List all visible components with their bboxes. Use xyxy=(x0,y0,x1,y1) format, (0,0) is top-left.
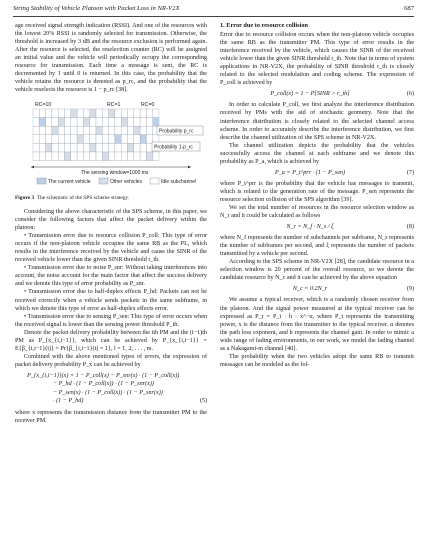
paragraph: Denote the packet delivery probability between the ith PM and the (i−1)th PM as P_{x_{i,i−1}}, which can be achieved by P_{x_{i,i−1}} = E{β_{i,i−1}(t)} = Pr{β_{i,i−1}(t) = 1}, l = 1, 2, . . . , m. xyxy=(15,329,207,352)
subchannel-cell xyxy=(115,109,121,118)
subchannel-cell xyxy=(109,144,115,153)
subchannel-cell xyxy=(58,152,64,161)
caption-text: The schematic of the SPS scheme strategy. xyxy=(36,195,130,202)
bullet-noise: • Transmission error due to noise P_snr: Without taking interferences into account, the noise account for the main factor that affect the success delivery and we denote this type of error probability as P_snr. xyxy=(15,265,207,288)
subchannel-cell xyxy=(128,144,134,153)
subchannel-cell xyxy=(90,118,96,127)
subchannel-cell xyxy=(33,144,39,153)
prob-keep-label: Probability p_rc xyxy=(159,128,194,135)
right-column xyxy=(220,22,414,369)
subchannel-cell xyxy=(58,118,64,127)
legend-swatch-idle xyxy=(150,178,159,184)
running-title: String Stability of Vehicle Platoon with Packet Loss in NR-V2X xyxy=(13,5,180,12)
bullet-collision: • Transmission error due to resource collision P_coll: This type of error occurs if the non-platoon vehicle occupies the same RB as the PL, which results in the interference received by the vehicle and cause the SINR of the received vehicle lower than the given SINR threshold r_th. xyxy=(15,233,207,264)
paragraph: In order to calculate P_coll, we first analyze the interference distribution received by PMs with the aid of stochastic geometry. Note that the interference distribution is closely related to the selected channel access scheme. In order to accurately describe the interference distribution, we first describe the channel utilization of the SPS scheme in NR-V2X. xyxy=(220,102,414,141)
subchannel-cell xyxy=(33,109,39,118)
equation-number: (8) xyxy=(406,224,414,231)
paragraph: Combined with the above mentioned types of errors, the expression of packet delivery probability P_x can be achieved by xyxy=(15,353,207,368)
subchannel-cell xyxy=(90,135,96,144)
subchannel-cell xyxy=(140,118,146,127)
subchannel-cell xyxy=(33,152,39,161)
subchannel-cell xyxy=(115,118,121,127)
page-number: 687 xyxy=(404,5,414,12)
subchannel-cell xyxy=(65,109,71,118)
bullet-half-duplex: • Transmission error due to half-duplex effects P_hd: Packets can not be received correctly when a vehicle sends packets in the same subframe, in which we denote this type of error as half-duplex effects error. xyxy=(15,289,207,312)
subchannel-cell xyxy=(71,127,77,136)
equation-7 xyxy=(220,169,414,177)
equation-number: (5) xyxy=(199,398,207,405)
subchannel-cell xyxy=(121,135,127,144)
subchannel-cell xyxy=(96,135,102,144)
subchannel-cell xyxy=(115,152,121,161)
subchannel-cell xyxy=(109,135,115,144)
paragraph: where x represents the transmission distance from the transmitter PM to the receiver PM. xyxy=(15,409,207,424)
subchannel-cell xyxy=(96,144,102,153)
equation-6 xyxy=(220,90,414,98)
prob-reselect-label: Probability 1-p_rc xyxy=(154,144,193,151)
subchannel-cell xyxy=(83,135,89,144)
equation-number: (7) xyxy=(406,169,414,176)
subchannel-cell xyxy=(65,118,71,127)
subchannel-cell xyxy=(146,152,152,161)
equation-body: P_a = P_t^prr · (1 − P_sen) xyxy=(274,169,346,176)
subchannel-cell xyxy=(90,144,96,153)
subchannel-cell xyxy=(134,109,140,118)
paragraph: age received signal strength indication (RSSI). And one of the resources with the lowest 20% RSSI is randomly selected for transmission. Otherwise, the threshold is increased by 3 dB and the resource exclusion is performed again. After the resource is selected, the reselection counter (RC) will be assigned an initial value and the vehicle will periodically occupy the corresponding resource for transmission. Each time a message is sent, the RC is decremented by 1 until 0 is returned. In this case, the probability that the vehicle retains the resource is denoted as p_rc, and the probability that the vehicle reselects the resource is 1 − p_rc [38]. xyxy=(15,23,207,94)
subchannel-cell xyxy=(153,109,159,118)
resource-grid xyxy=(33,109,159,161)
subchannel-cell xyxy=(146,127,152,136)
rc-label-1: RC=1 xyxy=(107,102,121,109)
subchannel-cell xyxy=(39,109,45,118)
subchannel-cell xyxy=(102,127,108,136)
sensing-window-label: The sensing window=1000 ms xyxy=(81,170,149,177)
subchannel-cell xyxy=(33,127,39,136)
paragraph: According to the SPS scheme in NR-V2X [28], the candidate resource in a selection window is 20 percent of the overall resource, so we denote the candidate resource by N_c and it can be achieved by the above equation xyxy=(220,259,414,282)
subchannel-cell xyxy=(115,127,121,136)
paragraph: We assume a typical receiver, which is a randomly chosen receiver from the platoon. And the signal power measured at the typical receiver can be expressed as P_r = P_t · h · x^−α, where P_t represents the transmitting power, x is the distance from the transmitter to the typical receiver. α denotes the path loss exponent, and h represents the channel gain. In order to mimic a wide range of fading environments, in our work, we model the fading channel as a Nakagami-m channel [40]. xyxy=(220,297,414,352)
subchannel-cell xyxy=(115,144,121,153)
subchannel-cell xyxy=(121,152,127,161)
paragraph: The channel utilization depicts the probability that the vehicles successfully access the channel at each subframe and we denote this probability as P_a, which is achieved by xyxy=(220,142,414,165)
subchannel-cell xyxy=(39,152,45,161)
equation-8 xyxy=(220,223,414,231)
subchannel-cell xyxy=(39,144,45,153)
subchannel-cell xyxy=(65,152,71,161)
subchannel-cell xyxy=(46,109,52,118)
subchannel-cell xyxy=(121,118,127,127)
subchannel-cell xyxy=(77,135,83,144)
sps-figure xyxy=(15,97,207,193)
subchannel-cell xyxy=(65,127,71,136)
subchannel-cell xyxy=(71,118,77,127)
caption-label: Figure 3 xyxy=(15,195,35,202)
legend-swatch-other xyxy=(99,178,108,184)
subchannel-cell xyxy=(65,135,71,144)
page-header xyxy=(13,5,414,15)
subchannel-cell xyxy=(128,135,134,144)
subchannel-cell xyxy=(128,127,134,136)
section-heading: 1. Error due to resource collision xyxy=(220,22,309,29)
equation-body: P_coll(x) = 1 − P[SINR > r_th] xyxy=(270,91,350,98)
subchannel-cell xyxy=(102,135,108,144)
equation-5-line: P_{x_{i,i−1}}(x) = 1 − P_coll(x) − P_snr(x) · (1 − P_coll(x)) xyxy=(27,372,180,379)
header-rule xyxy=(13,16,414,17)
subchannel-cell xyxy=(52,152,58,161)
equation-number: (9) xyxy=(406,286,414,293)
subchannel-cell xyxy=(140,144,146,153)
subchannel-cell xyxy=(46,118,52,127)
subchannel-cell xyxy=(77,109,83,118)
subchannel-cell xyxy=(33,118,39,127)
subchannel-cell xyxy=(83,127,89,136)
subchannel-cell xyxy=(58,144,64,153)
subchannel-cell xyxy=(146,144,152,153)
subchannel-cell xyxy=(71,135,77,144)
subchannel-cell xyxy=(39,135,45,144)
subchannel-cell xyxy=(134,127,140,136)
rc-label-0: RC=0 xyxy=(141,102,155,109)
subchannel-cell xyxy=(58,127,64,136)
subchannel-cell xyxy=(83,118,89,127)
equation-9 xyxy=(220,285,414,293)
subchannel-cell xyxy=(83,109,89,118)
subchannel-cell xyxy=(140,135,146,144)
subchannel-cell xyxy=(102,118,108,127)
equation-body: N_c = 0.2N_r xyxy=(292,286,328,293)
subchannel-cell xyxy=(71,152,77,161)
subchannel-cell xyxy=(52,144,58,153)
subchannel-cell xyxy=(102,109,108,118)
subchannel-cell xyxy=(39,127,45,136)
subchannel-cell xyxy=(109,109,115,118)
subchannel-cell xyxy=(128,118,134,127)
legend-other: Other vehicles xyxy=(110,179,142,186)
paragraph: The probability when the two vehicles adopt the same RB to transmit messages can be modeled as the fol- xyxy=(220,353,414,368)
subchannel-cell xyxy=(52,118,58,127)
subchannel-cell xyxy=(33,135,39,144)
subchannel-cell xyxy=(46,135,52,144)
subchannel-cell xyxy=(121,127,127,136)
subchannel-cell xyxy=(46,127,52,136)
subchannel-cell xyxy=(96,152,102,161)
paragraph: Error due to resource collision occurs when the non-platoon vehicle occupies the same RB as the transmitter PM. This type of error results in the interference received by the vehicle, which causes the SINR of the received vehicle lower than the given SINR threshold r_th. Note that in terms of system applications in NR-V2X, the probability of SINR threshold r_th is closely related to the selected modulation and coding scheme. The expression of P_coll is achieved by xyxy=(220,32,414,87)
subchannel-cell xyxy=(102,144,108,153)
subchannel-cell xyxy=(90,109,96,118)
subchannel-cell xyxy=(140,109,146,118)
equation-body: N_r = N_f · N_s / ξ xyxy=(286,224,334,231)
paragraph: where P_t^prr is the probability that the vehicle has messages to transmit, which is related to the generation rate of the message. P_sen represents the resource selection collision of the SPS algorithm [39]. xyxy=(220,180,414,203)
subchannel-cell xyxy=(134,152,140,161)
figure-caption xyxy=(15,195,207,202)
subchannel-cell xyxy=(109,127,115,136)
sps-diagram xyxy=(15,97,207,193)
subchannel-cell xyxy=(90,152,96,161)
subchannel-cell xyxy=(58,135,64,144)
subchannel-cell xyxy=(46,152,52,161)
subchannel-cell xyxy=(128,152,134,161)
subchannel-cell xyxy=(46,144,52,153)
subchannel-cell xyxy=(71,144,77,153)
equation-5-line: − P_hd · (1 − P_coll(x)) · (1 − P_snr(x)) xyxy=(53,381,154,388)
legend-swatch-current xyxy=(37,178,46,184)
subchannel-cell xyxy=(146,118,152,127)
subchannel-cell xyxy=(39,118,45,127)
subchannel-cell xyxy=(146,135,152,144)
equation-5 xyxy=(27,372,207,406)
bullet-sensing: • Transmission error due to sensing P_sen: This type of error occurs when the received signal is lower than the sensing power threshold P_th. xyxy=(15,313,207,328)
subchannel-cell xyxy=(52,127,58,136)
subchannel-cell xyxy=(140,127,146,136)
subchannel-cell xyxy=(52,135,58,144)
subchannel-cell xyxy=(83,152,89,161)
paragraph: where N_f represents the number of subchannels per subframe, N_s represents the number of subframes per second, and ξ represents the number of packets transmitted by a vehicle per second. xyxy=(220,235,414,258)
subchannel-cell xyxy=(134,144,140,153)
subchannel-cell xyxy=(109,118,115,127)
subchannel-cell xyxy=(52,109,58,118)
subchannel-cell xyxy=(153,152,159,161)
equation-number: (6) xyxy=(406,91,414,98)
subchannel-cell xyxy=(121,109,127,118)
subchannel-cell xyxy=(96,109,102,118)
subchannel-cell xyxy=(109,152,115,161)
subchannel-cell xyxy=(77,152,83,161)
subchannel-cell xyxy=(140,152,146,161)
subchannel-cell xyxy=(134,118,140,127)
subchannel-cell xyxy=(128,109,134,118)
legend-current: The current vehicle xyxy=(48,179,91,186)
subchannel-cell xyxy=(115,135,121,144)
paragraph: Considering the above characteristic of the SPS scheme, in this paper, we consider the following factors that affect the packet delivery within the platoon: xyxy=(15,209,207,232)
subchannel-cell xyxy=(134,135,140,144)
subchannel-cell xyxy=(96,127,102,136)
subchannel-cell xyxy=(102,152,108,161)
equation-5-line: · (1 − P_hd) xyxy=(53,398,84,405)
subchannel-cell xyxy=(146,109,152,118)
legend-idle: Idle subchannel xyxy=(161,179,197,186)
subchannel-cell xyxy=(58,109,64,118)
subchannel-cell xyxy=(77,118,83,127)
subchannel-cell xyxy=(96,118,102,127)
subchannel-cell xyxy=(71,109,77,118)
subchannel-cell xyxy=(90,127,96,136)
subchannel-cell xyxy=(153,118,159,127)
paragraph: We set the total number of resources in the resource selection window as N_r and it could be calculated as follows xyxy=(220,204,414,220)
subchannel-cell xyxy=(77,127,83,136)
subchannel-cell xyxy=(83,144,89,153)
subchannel-cell xyxy=(65,144,71,153)
subchannel-cell xyxy=(77,144,83,153)
rc-label-10: RC=10 xyxy=(35,102,52,109)
subchannel-cell xyxy=(121,144,127,153)
equation-5-line: − P_sen(x) · (1 − P_coll(x)) · (1 − P_snr(x)) xyxy=(53,389,163,396)
left-column xyxy=(15,22,207,425)
